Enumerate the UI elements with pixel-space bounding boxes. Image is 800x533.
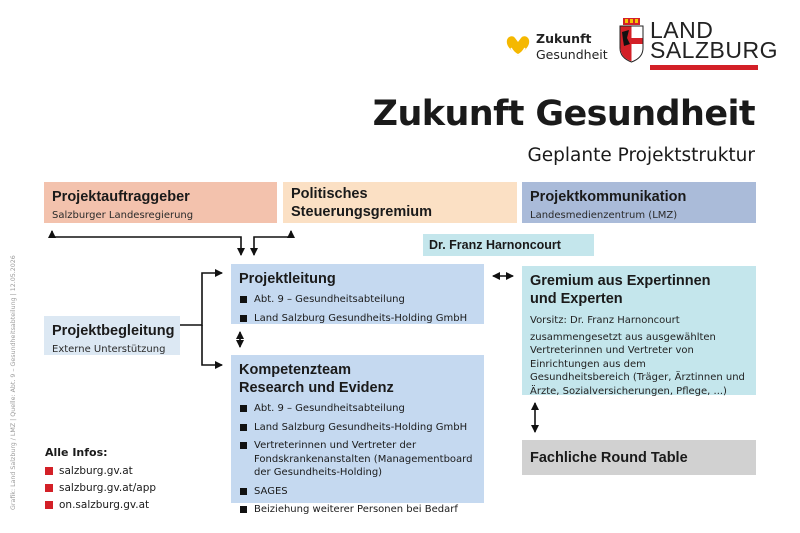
page-subtitle: Geplante Projektstruktur <box>527 145 755 166</box>
list-item: Vertreterinnen und Vertreter der Fondskrankenanstalten (Managementboard der Gesundheits-Holding) <box>239 439 476 480</box>
heart-hands-icon <box>505 34 531 58</box>
list-item: Abt. 9 – Gesundheitsabteilung <box>239 402 476 416</box>
box-title: Dr. Franz Harnoncourt <box>429 238 561 252</box>
gremium-description: zusammengesetzt aus ausgewählten Vertreterinnen und Vertreter von Einrichtungen aus dem Gesundheitsbereich (Träger, Ärztinnen und Ärzte, Sozialversicherungen, Pflege, ...) <box>530 331 745 397</box>
box-title: Projektbegleitung <box>52 323 175 339</box>
land-logo-bar <box>650 65 758 70</box>
list-item: Land Salzburg Gesundheits-Holding GmbH <box>239 421 476 435</box>
box-steuerungsgremium <box>283 182 517 223</box>
box-kompetenzteam <box>231 355 484 515</box>
box-projektauftraggeber <box>44 182 277 223</box>
zukunft-logo-line1: Zukunft <box>536 31 592 46</box>
info-link[interactable]: salzburg.gv.at/app <box>45 481 156 495</box>
box-projektbegleitung <box>44 316 180 355</box>
list-item: Land Salzburg Gesundheits-Holding GmbH <box>239 312 476 326</box>
box-title: Projektleitung <box>239 271 336 287</box>
arrow-steuer-leitung <box>254 231 291 255</box>
zukunft-logo-line2: Gesundheit <box>536 47 608 62</box>
box-title-line1: Kompetenzteam <box>239 362 351 378</box>
info-link[interactable]: on.salzburg.gv.at <box>45 498 156 512</box>
list-item: SAGES <box>239 485 476 499</box>
box-subtitle: Landesmedienzentrum (LMZ) <box>530 210 678 221</box>
box-title: Projektauftraggeber <box>52 189 190 205</box>
arrow-auftrag-leitung <box>52 231 241 255</box>
info-heading: Alle Infos: <box>45 446 108 459</box>
land-logo-line1: LAND <box>650 17 714 43</box>
land-salzburg-logo <box>619 17 778 73</box>
box-subtitle: Externe Unterstützung <box>52 344 166 355</box>
member-list <box>239 293 476 325</box>
land-logo-line2: SALZBURG <box>650 37 778 63</box>
box-title: Politisches Steuerungsgremium <box>291 185 432 220</box>
page-title: Zukunft Gesundheit <box>372 94 755 134</box>
box-harnoncourt <box>423 234 594 256</box>
box-round-table <box>522 440 756 475</box>
graphic-credit: Grafik: Land Salzburg / LMZ | Quelle: Abt. 9 – Gesundheitsabteilung | 12.05.2026 <box>10 255 17 510</box>
box-title-line1: Gremium aus Expertinnen <box>530 273 711 289</box>
info-link[interactable]: salzburg.gv.at <box>45 464 156 478</box>
box-expertengremium <box>522 266 756 395</box>
member-list <box>239 402 476 517</box>
list-item: Abt. 9 – Gesundheitsabteilung <box>239 293 476 307</box>
box-subtitle: Salzburger Landesregierung <box>52 210 194 221</box>
info-section <box>45 446 156 515</box>
arrow-begleitung-leitung <box>180 273 222 325</box>
box-title-line2: und Experten <box>530 291 623 307</box>
box-title: Fachliche Round Table <box>530 449 688 466</box>
arrow-begleitung-kompetenz <box>202 325 222 365</box>
zukunft-gesundheit-logo <box>505 30 615 66</box>
coat-of-arms-icon <box>619 18 644 63</box>
box-projektkommunikation <box>522 182 756 223</box>
gremium-vorsitz: Vorsitz: Dr. Franz Harnoncourt <box>530 315 680 326</box>
box-title-line2: Research und Evidenz <box>239 380 394 396</box>
box-projektleitung <box>231 264 484 324</box>
box-title: Projektkommunikation <box>530 189 687 205</box>
list-item: Beiziehung weiterer Personen bei Bedarf <box>239 503 476 517</box>
